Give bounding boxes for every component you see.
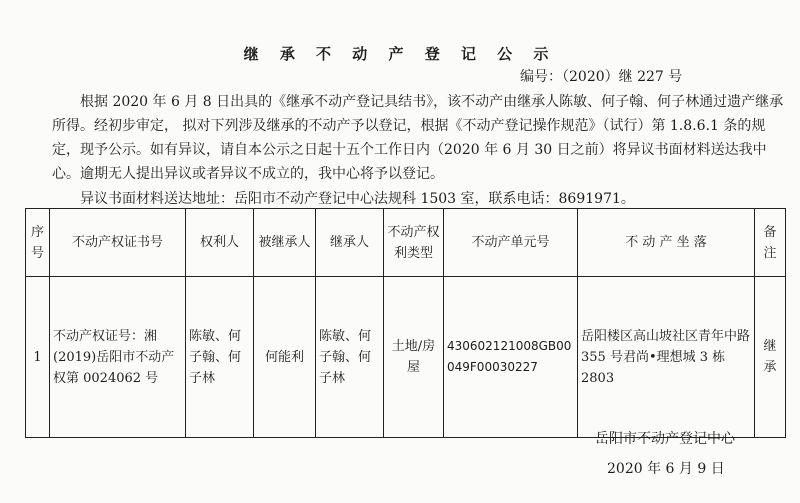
- header-cert: 不动产权证书号: [50, 209, 186, 277]
- table-row: [26, 277, 786, 438]
- notice-body: 根据 2020 年 6 月 8 日出具的《继承不动产登记具结书》，该不动产由继承人陈敏、何子翰、何子林通过遗产继承所得。经初步审定， 拟对下列涉及继承的不动产予以登记，根据《不动产登记操作规范》（试行）第 1.8.6.1 条的规定，现予公示。如有异议，请自本公示之日起十五个工作日内（2020 年 6 月 30 日之前）将异议书面材料送达我中心。逾期无人提出异议或者异议不成立的，我中心将予以登记。: [52, 94, 784, 182]
- cell-remark: 继承: [755, 277, 786, 438]
- header-unit-number: 不动产单元号: [444, 209, 578, 277]
- objection-address: 异议书面材料送达地址：岳阳市不动产登记中心法规科 1503 室，联系电话：8691971。: [80, 191, 635, 207]
- header-decedent: 被继承人: [254, 209, 316, 277]
- cell-right-type: 土地/房屋: [384, 277, 444, 438]
- header-location: 不 动 产 坐 落: [578, 209, 755, 277]
- document-title: 继 承 不 动 产 登 记 公 示: [243, 45, 557, 63]
- registration-table: [25, 208, 786, 438]
- header-remark: 备注: [755, 209, 786, 277]
- cell-heir: 陈敏、何子翰、何子林: [316, 277, 384, 438]
- table-header-row: [26, 209, 786, 277]
- issue-date: 2020 年 6 月 9 日: [607, 461, 725, 477]
- cell-decedent: 何能利: [254, 277, 316, 438]
- cell-holder: 陈敏、何子翰、何子林: [186, 277, 254, 438]
- header-right-type: 不动产权利类型: [384, 209, 444, 277]
- header-holder: 权利人: [186, 209, 254, 277]
- cell-location: 岳阳楼区高山坡社区青年中路 355 号君尚•理想城 3 栋 2803: [578, 277, 755, 438]
- issuing-organization: 岳阳市不动产登记中心: [595, 431, 735, 447]
- header-heir: 继承人: [316, 209, 384, 277]
- cell-unit-number: 430602121008GB00049F00030227: [444, 277, 578, 438]
- header-seq: 序号: [26, 209, 50, 277]
- cell-cert: 不动产权证号：湘(2019)岳阳市不动产权第 0024062 号: [50, 277, 186, 438]
- cell-seq: 1: [26, 277, 50, 438]
- document-number: 编号：（2020）继 227 号: [520, 69, 683, 85]
